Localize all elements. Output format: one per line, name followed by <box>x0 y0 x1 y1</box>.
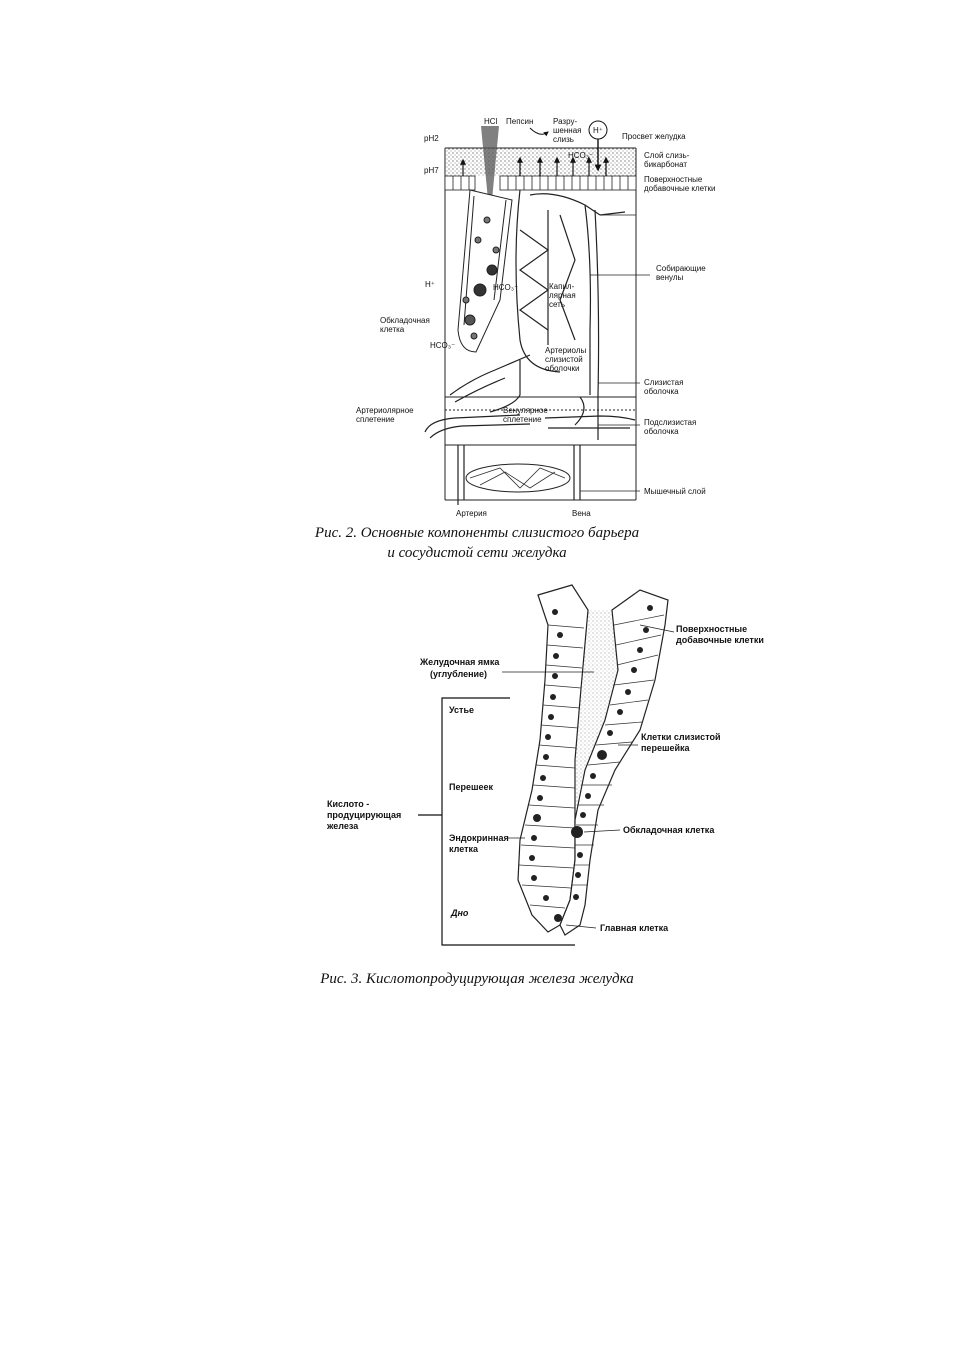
fig2-label-ph2: pH2 <box>424 134 439 143</box>
fig2-label-hco3-top: HCO₃⁻ <box>568 151 594 160</box>
figure-3-caption: Рис. 3. Кислотопродуцирующая железа желудка <box>320 971 634 987</box>
fig3-label-isthmus: Перешеек <box>449 782 493 792</box>
fig2-label-destroyed-2: шенная <box>553 126 582 135</box>
fig2-label-gastric-lumen: Просвет желудка <box>622 132 686 141</box>
fig2-destroyed-arrow <box>530 128 548 134</box>
figure-3-diagram <box>326 585 764 945</box>
fig2-muscle-mesh <box>466 464 570 492</box>
fig2-label-venular-plexus-2: сплетение <box>503 415 542 424</box>
fig2-label-collecting-venules-1: Собирающие <box>656 264 706 273</box>
fig2-label-arterioles-2: слизистой <box>545 355 583 364</box>
fig2-label-arteriolar-plexus-1: Артериолярное <box>356 406 414 415</box>
fig3-label-isthmus-cells-1: Клетки слизистой <box>641 732 721 742</box>
figure-2-caption-line-2: и сосудистой сети желудка <box>387 545 567 561</box>
fig2-label-collecting-venules-2: венулы <box>656 273 684 282</box>
fig2-label-artery: Артерия <box>456 509 487 518</box>
fig2-label-arterioles-1: Артериолы <box>545 346 587 355</box>
fig3-label-acid-gland-2: продуцирующая <box>327 810 402 820</box>
fig3-label-gastric-pit-2: (углубление) <box>430 669 488 679</box>
fig3-label-acid-gland-3: железа <box>327 821 359 831</box>
fig3-label-isthmus-cells-2: перешейка <box>641 743 690 753</box>
fig2-label-arterioles-3: оболочки <box>545 364 580 373</box>
fig3-label-acid-gland-1: Кислото - <box>327 799 370 809</box>
fig2-label-mucus-layer-2: бикарбонат <box>644 160 688 169</box>
fig2-label-capillary-1: Капил- <box>549 282 575 291</box>
fig2-label-hcl: HCl <box>484 117 498 126</box>
fig3-label-surface-cells-2: добавочные клетки <box>676 635 764 645</box>
fig3-label-endocrine-1: Эндокринная <box>449 833 509 843</box>
fig2-label-arteriolar-plexus-2: сплетение <box>356 415 395 424</box>
fig2-vessels <box>425 190 635 505</box>
fig2-muscle-mesh-inner <box>470 468 565 488</box>
fig2-label-mucosa-2: оболочка <box>644 387 679 396</box>
fig2-label-hco3-low: HCO₃⁻ <box>430 341 456 350</box>
fig2-label-ph7: pH7 <box>424 166 439 175</box>
fig2-label-submucosa-2: оболочка <box>644 427 679 436</box>
fig2-surface-cells <box>445 176 636 190</box>
fig2-label-parietal-1: Обкладочная <box>380 316 430 325</box>
fig2-label-venular-plexus-1: Венулярное <box>503 406 548 415</box>
fig2-label-surface-cells-1: Поверхностные <box>644 175 703 184</box>
fig3-label-endocrine-2: клетка <box>449 844 479 854</box>
fig3-label-mouth: Устье <box>449 705 474 715</box>
fig2-label-destroyed-3: слизь <box>553 135 574 144</box>
fig2-label-submucosa-1: Подслизистая <box>644 418 697 427</box>
fig3-label-fundus: Дно <box>451 908 469 918</box>
fig2-label-mucosa-1: Слизистая <box>644 378 684 387</box>
fig2-label-capillary-3: сеть <box>549 300 566 309</box>
fig2-label-vein: Вена <box>572 509 591 518</box>
fig2-label-h-plus-left: H⁺ <box>425 280 435 289</box>
figure-2-diagram <box>356 117 715 518</box>
fig2-label-h-plus: H⁺ <box>593 126 603 135</box>
fig2-label-parietal-2: клетка <box>380 325 405 334</box>
fig3-label-surface-cells-1: Поверхностные <box>676 624 748 634</box>
fig2-label-mucus-layer-1: Слой слизь- <box>644 151 690 160</box>
fig2-label-surface-cells-2: добавочные клетки <box>644 184 716 193</box>
fig3-label-chief-cell: Главная клетка <box>600 923 669 933</box>
fig2-label-muscle-layer: Мышечный слой <box>644 487 706 496</box>
fig2-label-pepsin: Пепсин <box>506 117 534 126</box>
fig3-label-gastric-pit-1: Желудочная ямка <box>420 657 500 667</box>
fig2-label-hco3-mid: HCO₃⁻ <box>493 283 519 292</box>
fig2-label-capillary-2: лярная <box>549 291 576 300</box>
fig3-label-parietal-cell: Обкладочная клетка <box>623 825 715 835</box>
fig2-gastric-gland <box>458 190 512 352</box>
fig2-label-destroyed-1: Разру- <box>553 117 578 126</box>
figure-2-caption-line-1: Рис. 2. Основные компоненты слизистого барьера <box>314 525 640 541</box>
